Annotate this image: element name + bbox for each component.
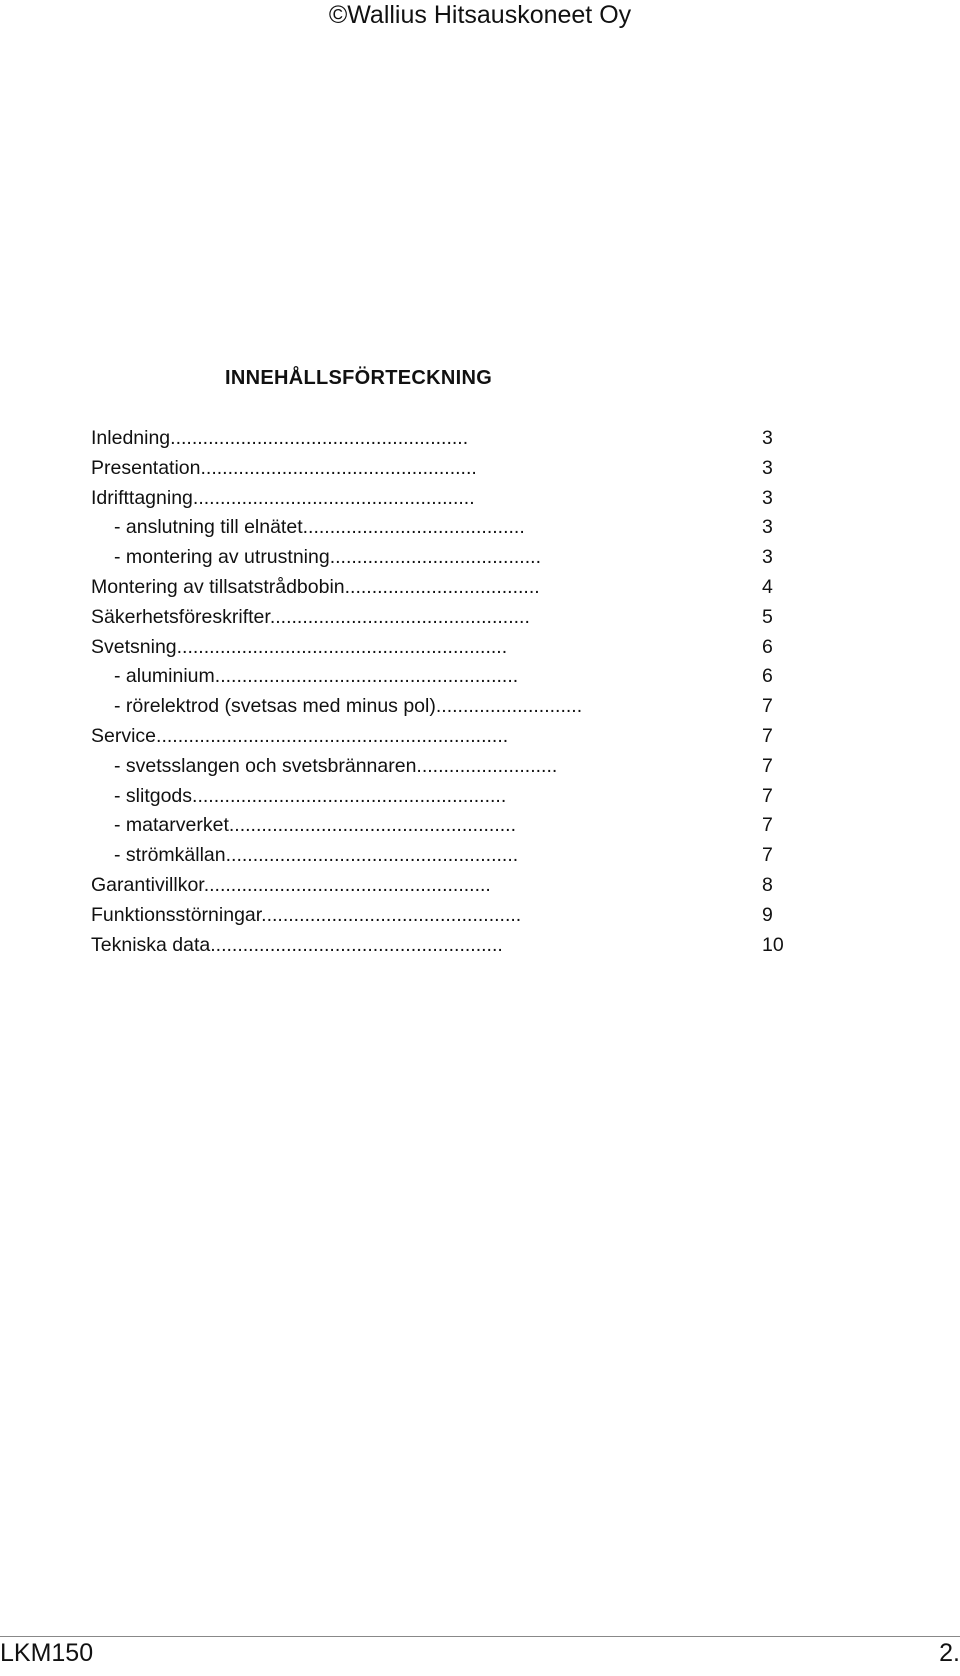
toc-entry-label: Presentation...................................................	[91, 456, 477, 479]
toc-subentry[interactable]	[91, 543, 811, 573]
copyright-header: ©Wallius Hitsauskoneet Oy	[328, 1, 632, 29]
toc-entry[interactable]	[91, 901, 811, 931]
toc-entry-label: Svetsning.............................................................	[91, 635, 508, 658]
toc-entry-label: - anslutning till elnätet.........................................	[114, 516, 525, 539]
toc-entry-label: - rörelektrod (svetsas med minus pol)...........................	[114, 695, 583, 718]
toc-subentry[interactable]	[91, 662, 811, 692]
toc-entry-page: 3	[762, 427, 773, 449]
footer-model-name: LKM150	[0, 1639, 94, 1667]
toc-entry-page: 7	[762, 784, 773, 807]
toc-entry-page: 7	[762, 724, 773, 747]
toc-entry[interactable]	[91, 722, 811, 752]
toc-entry-label: - aluminium........................................................	[114, 665, 519, 688]
toc-entry[interactable]	[91, 484, 811, 514]
toc-entry-label: Idrifttagning....................................................	[91, 486, 475, 509]
toc-entry-label: Garantivillkor.....................................................	[91, 873, 491, 896]
toc-entry-page: 8	[762, 873, 773, 896]
toc-subentry[interactable]	[91, 513, 811, 543]
toc-entry[interactable]	[91, 633, 811, 663]
toc-subentry[interactable]	[91, 811, 811, 841]
toc-entry-label: Inledning.......................................................	[91, 427, 469, 449]
toc-entry-page: 5	[762, 605, 773, 628]
footer-divider	[0, 1636, 960, 1637]
toc-entry[interactable]	[91, 424, 811, 454]
toc-entry-label: - svetsslangen och svetsbrännaren..........................	[114, 754, 558, 777]
toc-entry-label: Service.................................................................	[91, 724, 509, 747]
toc-entry[interactable]	[91, 573, 811, 603]
toc-entry-label: - strömkällan......................................................	[114, 844, 519, 867]
toc-subentry[interactable]	[91, 692, 811, 722]
toc-entry[interactable]	[91, 454, 811, 484]
toc-entry[interactable]	[91, 871, 811, 901]
toc-entry-page: 7	[762, 695, 773, 718]
table-of-contents	[91, 424, 811, 960]
toc-entry-page: 3	[762, 456, 773, 479]
toc-entry-page: 7	[762, 844, 773, 867]
toc-entry-label: Tekniska data......................................................	[91, 933, 503, 956]
toc-subentry[interactable]	[91, 841, 811, 871]
toc-entry-page: 7	[762, 754, 773, 777]
toc-entry-page: 10	[762, 933, 784, 956]
toc-entry-label: Montering av tillsatstrådbobin....................................	[91, 575, 540, 598]
toc-entry-page: 9	[762, 903, 773, 926]
toc-entry-page: 3	[762, 516, 773, 539]
toc-entry-page: 7	[762, 814, 773, 837]
toc-entry-page: 6	[762, 665, 773, 688]
toc-entry-page: 6	[762, 635, 773, 658]
toc-entry-label: Funktionsstörningar................................................	[91, 903, 522, 926]
toc-entry-page: 3	[762, 486, 773, 509]
toc-entry-label: - slitgods..........................................................	[114, 784, 507, 807]
toc-subentry[interactable]	[91, 782, 811, 812]
toc-entry-label: - montering av utrustning.......................................	[114, 546, 541, 569]
toc-entry-label: Säkerhetsföreskrifter................................................	[91, 605, 530, 628]
toc-heading: INNEHÅLLSFÖRTECKNING	[225, 367, 493, 389]
toc-entry-page: 3	[762, 546, 773, 569]
toc-entry-page: 4	[762, 575, 773, 598]
footer-page-number: 2.	[939, 1639, 960, 1667]
toc-entry[interactable]	[91, 603, 811, 633]
toc-entry[interactable]	[91, 931, 811, 961]
toc-subentry[interactable]	[91, 752, 811, 782]
toc-entry-label: - matarverket.....................................................	[114, 814, 516, 837]
